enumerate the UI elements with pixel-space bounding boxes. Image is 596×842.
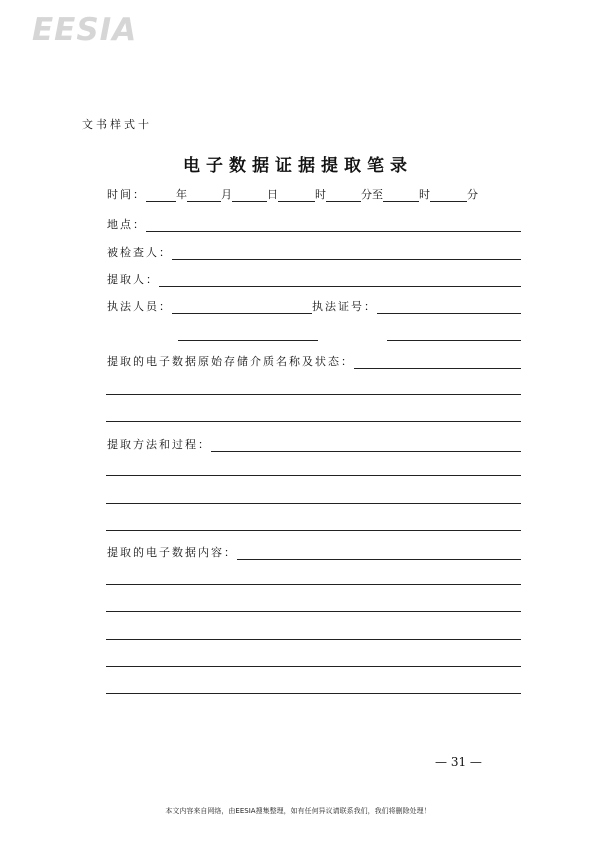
storage-row [107, 353, 521, 369]
storage-field[interactable] [354, 356, 521, 369]
storage-line-2[interactable] [106, 421, 521, 422]
hour-label: 时 [315, 188, 326, 201]
minute-blank[interactable] [326, 189, 361, 202]
content-field[interactable] [237, 547, 521, 560]
officers-row [107, 298, 521, 314]
cert-no-label: 执法证号： [312, 300, 377, 313]
time-label: 时间： [107, 188, 146, 201]
content-line-1[interactable] [106, 584, 521, 585]
location-row [107, 216, 521, 232]
end-minute-label: 分 [467, 188, 478, 201]
hour-blank[interactable] [278, 189, 315, 202]
inspected-field[interactable] [172, 247, 521, 260]
content-row [107, 544, 521, 560]
extractor-label: 提取人： [107, 273, 159, 286]
method-line-2[interactable] [106, 503, 521, 504]
end-hour-label: 时 [419, 188, 430, 201]
storage-line-1[interactable] [106, 394, 521, 395]
document-title: 电子数据证据提取笔录 [183, 156, 413, 176]
method-row [107, 436, 521, 452]
extractor-field[interactable] [159, 274, 521, 287]
storage-label: 提取的电子数据原始存储介质名称及状态： [107, 355, 354, 368]
location-label: 地点： [107, 218, 146, 231]
month-label: 月 [221, 188, 232, 201]
day-blank[interactable] [232, 189, 267, 202]
content-line-2[interactable] [106, 611, 521, 612]
method-line-3[interactable] [106, 530, 521, 531]
eesia-logo: EESIA [32, 12, 138, 48]
year-blank[interactable] [146, 189, 176, 202]
extractor-row [107, 271, 521, 287]
cert-no-field[interactable] [377, 301, 521, 314]
page-number: — 31 — [435, 755, 482, 769]
inspected-row [107, 244, 521, 260]
location-field[interactable] [146, 219, 521, 232]
method-label: 提取方法和过程： [107, 438, 211, 451]
content-line-5[interactable] [106, 693, 521, 694]
inspected-label: 被检查人： [107, 246, 172, 259]
time-row [107, 186, 521, 202]
end-hour-blank[interactable] [383, 189, 419, 202]
method-field[interactable] [211, 439, 521, 452]
content-label: 提取的电子数据内容： [107, 546, 237, 559]
month-blank[interactable] [187, 189, 221, 202]
cert-no-field-2[interactable] [387, 340, 521, 341]
officers-field[interactable] [172, 301, 312, 314]
footer-disclaimer: 本文内容来自网络，由EESIA搜集整理，如有任何异议请联系我们，我们将删除处理！ [165, 807, 431, 815]
officers-field-2[interactable] [178, 340, 318, 341]
content-line-4[interactable] [106, 666, 521, 667]
officers-label: 执法人员： [107, 300, 172, 313]
method-line-1[interactable] [106, 475, 521, 476]
document-style-label: 文书样式十 [82, 118, 152, 131]
end-minute-blank[interactable] [430, 189, 467, 202]
content-line-3[interactable] [106, 639, 521, 640]
day-label: 日 [267, 188, 278, 201]
minute-to-label: 分至 [361, 188, 383, 201]
year-label: 年 [176, 188, 187, 201]
